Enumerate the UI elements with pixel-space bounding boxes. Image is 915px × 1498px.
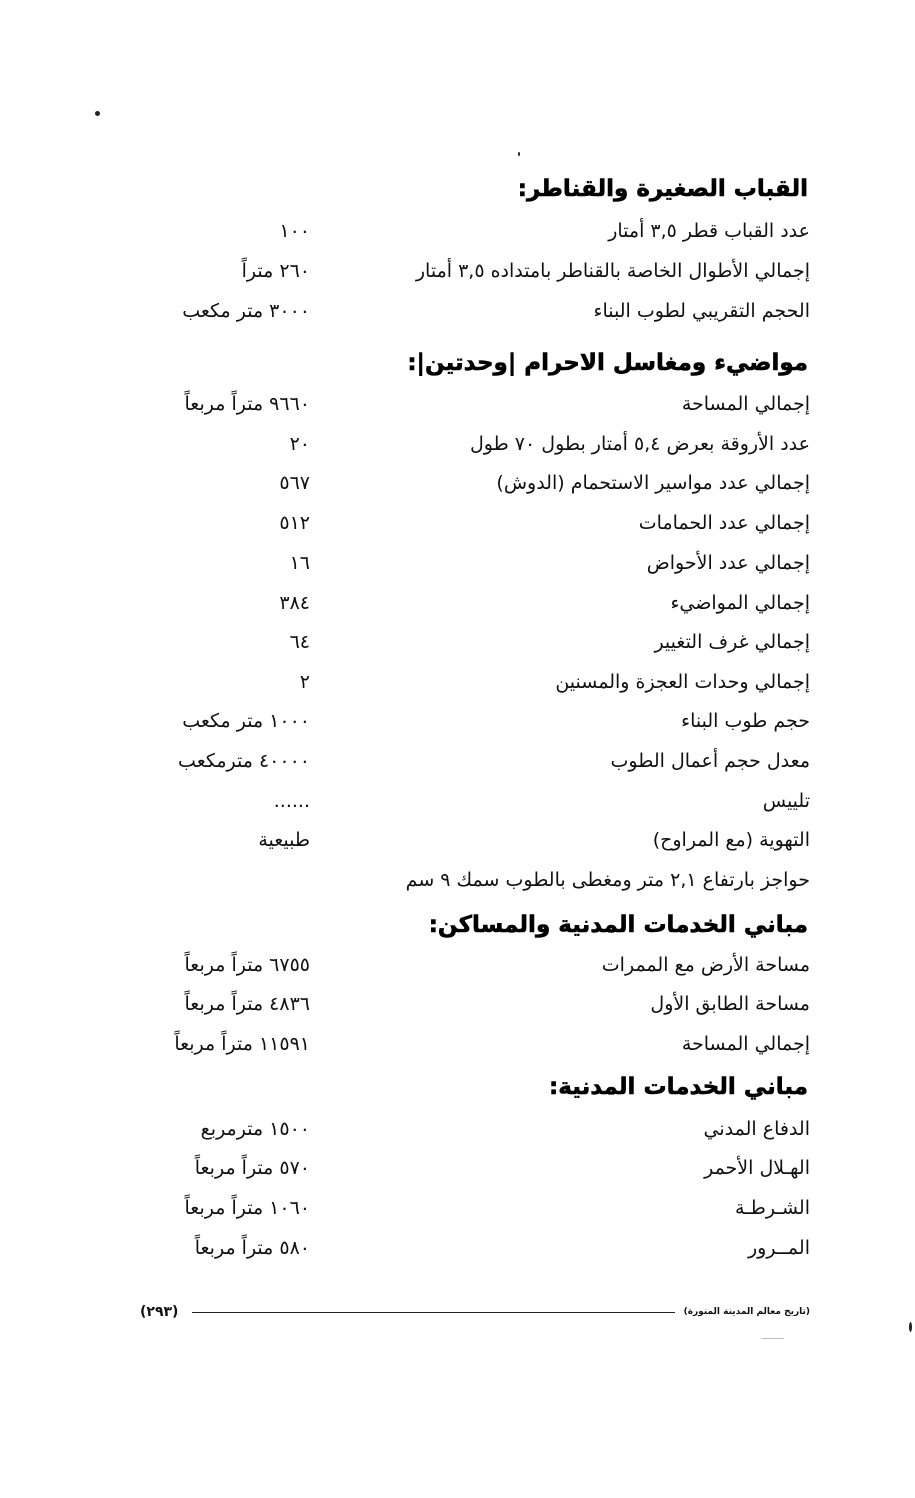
ink-speck — [909, 1322, 912, 1332]
row-value: ١١٥٩١ متراً مربعاً — [174, 1033, 310, 1055]
row-value: ٥٦٧ — [279, 472, 310, 494]
footer-divider — [192, 1312, 675, 1313]
row-value: ٩٦٦٠ متراً مربعاً — [184, 393, 310, 415]
table-row — [140, 546, 810, 580]
table-row — [140, 506, 810, 540]
section-heading-civil-services-housing: مباني الخدمات المدنية والمساكن: — [428, 912, 808, 938]
row-label: عدد القباب قطر ٣,٥ أمتار — [608, 220, 810, 242]
table-row — [140, 987, 810, 1021]
table-row — [140, 427, 810, 461]
row-label: الشـرطـة — [735, 1197, 810, 1219]
row-label: إجمالي وحدات العجزة والمسنين — [555, 671, 810, 693]
table-row — [140, 254, 810, 288]
row-label: إجمالي المساحة — [681, 393, 810, 415]
table-row — [140, 665, 810, 699]
table-row — [140, 1151, 810, 1185]
table-row — [140, 1027, 810, 1061]
row-value: ١٦ — [289, 552, 310, 574]
table-row — [140, 784, 810, 818]
table-row — [140, 948, 810, 982]
table-row — [140, 744, 810, 778]
row-value: ١٠٠ — [279, 220, 310, 242]
row-value: ٢٠ — [289, 433, 310, 455]
row-value: ٥٧٠ متراً مربعاً — [194, 1157, 310, 1179]
section-heading-ablution: مواضيء ومغاسل الاحرام |وحدتين|: — [407, 350, 808, 376]
row-label: الحجم التقريبي لطوب البناء — [593, 300, 810, 322]
row-value: ٥١٢ — [279, 512, 310, 534]
row-label: إجمالي غرف التغيير — [654, 631, 810, 653]
row-label: تلييس — [762, 790, 810, 812]
ink-speck — [95, 111, 100, 116]
row-value: طبيعية — [258, 829, 310, 851]
row-label: إجمالي عدد الأحواض — [646, 552, 810, 574]
row-value: ١٥٠٠ مترمربع — [200, 1118, 310, 1140]
row-label: إجمالي المواضيء — [670, 592, 810, 614]
row-value: ٢ — [299, 671, 310, 693]
table-row — [140, 704, 810, 738]
row-label: الهـلال الأحمر — [704, 1157, 810, 1179]
table-row — [140, 1231, 810, 1265]
row-label: عدد الأروقة بعرض ٥,٤ أمتار بطول ٧٠ طول — [470, 433, 810, 455]
row-value: ٦٤ — [289, 631, 310, 653]
scan-artifact-line — [762, 1338, 784, 1339]
table-row — [140, 466, 810, 500]
row-value: ٤٠٠٠٠ مترمكعب — [178, 750, 310, 772]
row-value: ٣٨٤ — [279, 592, 310, 614]
row-value: ١٠٠٠ متر مكعب — [182, 710, 310, 732]
table-row — [140, 625, 810, 659]
row-value: ٦٧٥٥ متراً مربعاً — [184, 954, 310, 976]
section-heading-domes: القباب الصغيرة والقناطر: — [517, 176, 808, 202]
row-label: إجمالي الأطوال الخاصة بالقناطر بامتداده ٣,٥ أمتار — [415, 260, 810, 282]
page-number: (٢٩٣) — [140, 1304, 179, 1320]
row-value: ٤٨٣٦ متراً مربعاً — [184, 993, 310, 1015]
table-row — [140, 1112, 810, 1146]
row-value: ١٠٦٠ متراً مربعاً — [184, 1197, 310, 1219]
row-value: ٥٨٠ متراً مربعاً — [194, 1237, 310, 1259]
section-heading-civil-services: مباني الخدمات المدنية: — [549, 1074, 808, 1100]
row-label: مساحة الأرض مع الممرات — [601, 954, 810, 976]
row-value: ٣٠٠٠ متر مكعب — [182, 300, 310, 322]
ink-speck — [518, 152, 520, 156]
row-label: معدل حجم أعمال الطوب — [610, 750, 810, 772]
row-label: إجمالي عدد مواسير الاستحمام (الدوش) — [496, 472, 810, 494]
row-label: حجم طوب البناء — [681, 710, 810, 732]
table-row — [140, 586, 810, 620]
row-label: مساحة الطابق الأول — [650, 993, 810, 1015]
row-label: إجمالي المساحة — [681, 1033, 810, 1055]
row-label: التهوية (مع المراوح) — [652, 829, 810, 851]
row-label: حواجز بارتفاع ٢,١ متر ومغطى بالطوب سمك ٩ سم — [405, 869, 810, 891]
running-title: (تاريخ معالم المدينة المنورة) — [683, 1307, 810, 1317]
row-value: ٢٦٠ متراً — [241, 260, 310, 282]
table-row — [140, 294, 810, 328]
table-row — [140, 1191, 810, 1225]
row-label: المــرور — [747, 1237, 810, 1259]
row-label: إجمالي عدد الحمامات — [638, 512, 810, 534]
page-footer — [140, 1300, 810, 1324]
table-row — [140, 863, 810, 897]
table-row — [140, 387, 810, 421]
row-label: الدفاع المدني — [703, 1118, 810, 1140]
row-value: ...... — [273, 790, 310, 812]
table-row — [140, 214, 810, 248]
table-row — [140, 823, 810, 857]
